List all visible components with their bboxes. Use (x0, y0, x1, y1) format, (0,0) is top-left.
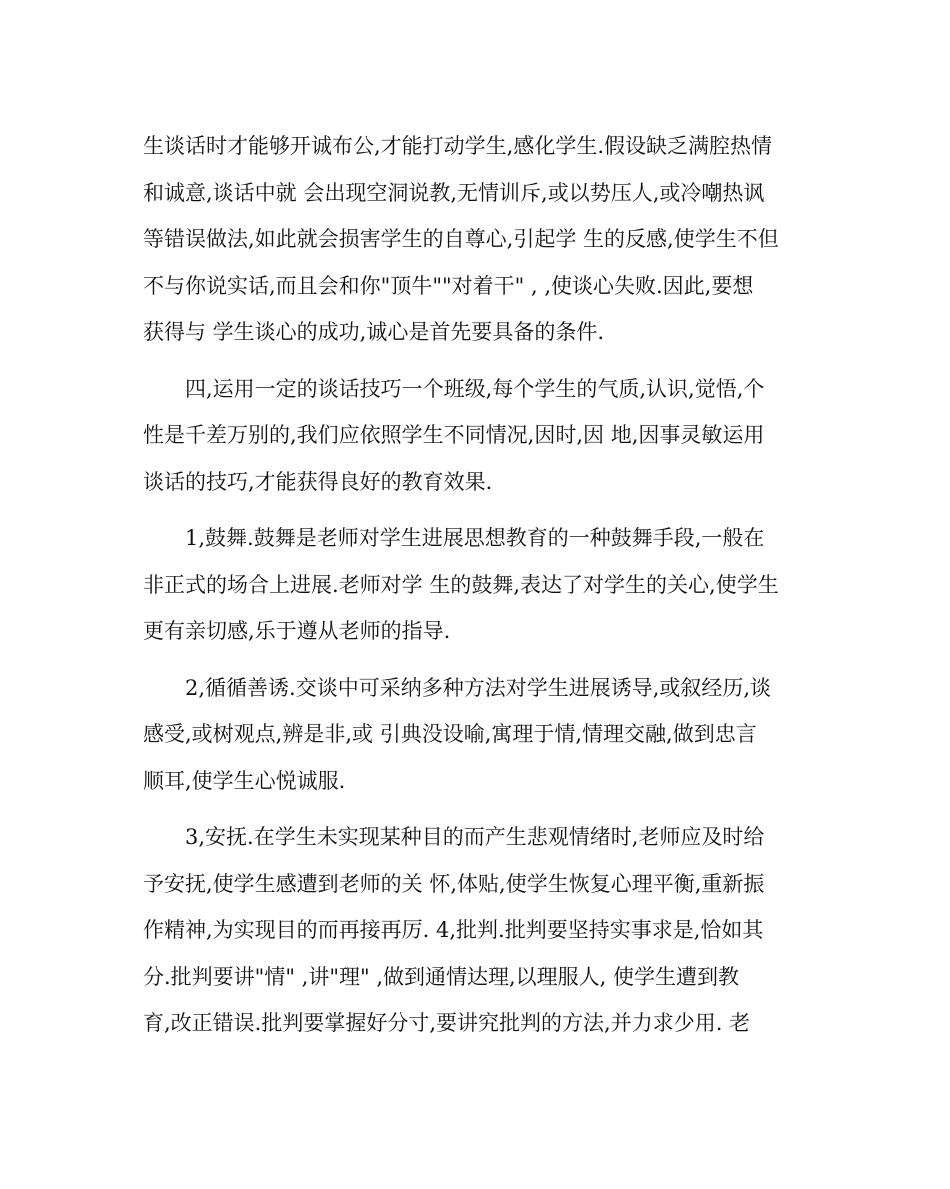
text-line: 不与你说实话,而且会和你"顶牛""对着干" , ,使谈心失败.因此,要想 (143, 273, 754, 298)
text-line: 性是千差万别的,我们应依照学生不同情况,因时,因 地,因事灵敏运用 (143, 423, 765, 447)
text-line: 育,改正错误.批判要掌握好分寸,要讲究批判的方法,并力求少用. 老 (143, 1011, 751, 1035)
paragraph-gap (143, 655, 808, 665)
text-line: 顺耳,使学生心悦诚服. (143, 768, 346, 793)
paragraph-4 (143, 665, 808, 805)
paragraph-gap (143, 505, 808, 515)
text-line: 谈话的技巧,才能获得良好的教育效果. (143, 469, 493, 494)
text-line: 获得与 学生谈心的成功,诚心是首先要具备的条件. (143, 320, 605, 344)
text-line: 非正式的场合上进展.老师对学 生的鼓舞,表达了对学生的关心,使学生 (143, 572, 779, 597)
text-line: 感受,或树观点,辨是非,或 引典没设喻,寓理于情,情理交融,做到忠言 (143, 722, 757, 746)
text-line: 更有亲切感,乐于遵从老师的指导. (143, 619, 451, 643)
text-line: 和诚意,谈话中就 会出现空洞说教,无情训斥,或以势压人,或冷嘲热讽 (143, 180, 765, 205)
paragraph-2 (143, 366, 808, 506)
text-line: 作精神,为实现目的而再接再厉. 4,批判.批判要坚持实事求是,恰如其 (143, 918, 764, 942)
text-line: 2,循循善诱.交谈中可采纳多种方法对学生进展诱导,或叙经历,谈 (185, 675, 772, 700)
paragraph-5 (143, 814, 808, 1047)
text-line: 分.批判要讲"情" ,讲"理" ,做到通情达理,以理服人, 使学生遭到教 (143, 964, 740, 989)
text-line: 予安抚,使学生感遭到老师的关 怀,体贴,使学生恢复心理平衡,重新振 (143, 871, 765, 896)
paragraph-3 (143, 515, 808, 655)
text-line: 3,安抚.在学生未实现某种目的而产生悲观情绪时,老师应及时给 (185, 825, 765, 849)
text-line: 等错误做法,如此就会损害学生的自尊心,引起学 生的反感,使学生不但 (143, 227, 779, 251)
document-body (143, 123, 808, 1047)
paragraph-gap (143, 356, 808, 366)
text-line: 1,鼓舞.鼓舞是老师对学生进展思想教育的一种鼓舞手段,一般在 (185, 526, 765, 550)
text-line: 四,运用一定的谈话技巧一个班级,每个学生的气质,认识,觉悟,个 (185, 376, 765, 401)
paragraph-gap (143, 804, 808, 814)
text-line: 生谈话时才能够开诚布公,才能打动学生,感化学生.假设缺乏满腔热情 (143, 134, 773, 158)
paragraph-1 (143, 123, 808, 356)
